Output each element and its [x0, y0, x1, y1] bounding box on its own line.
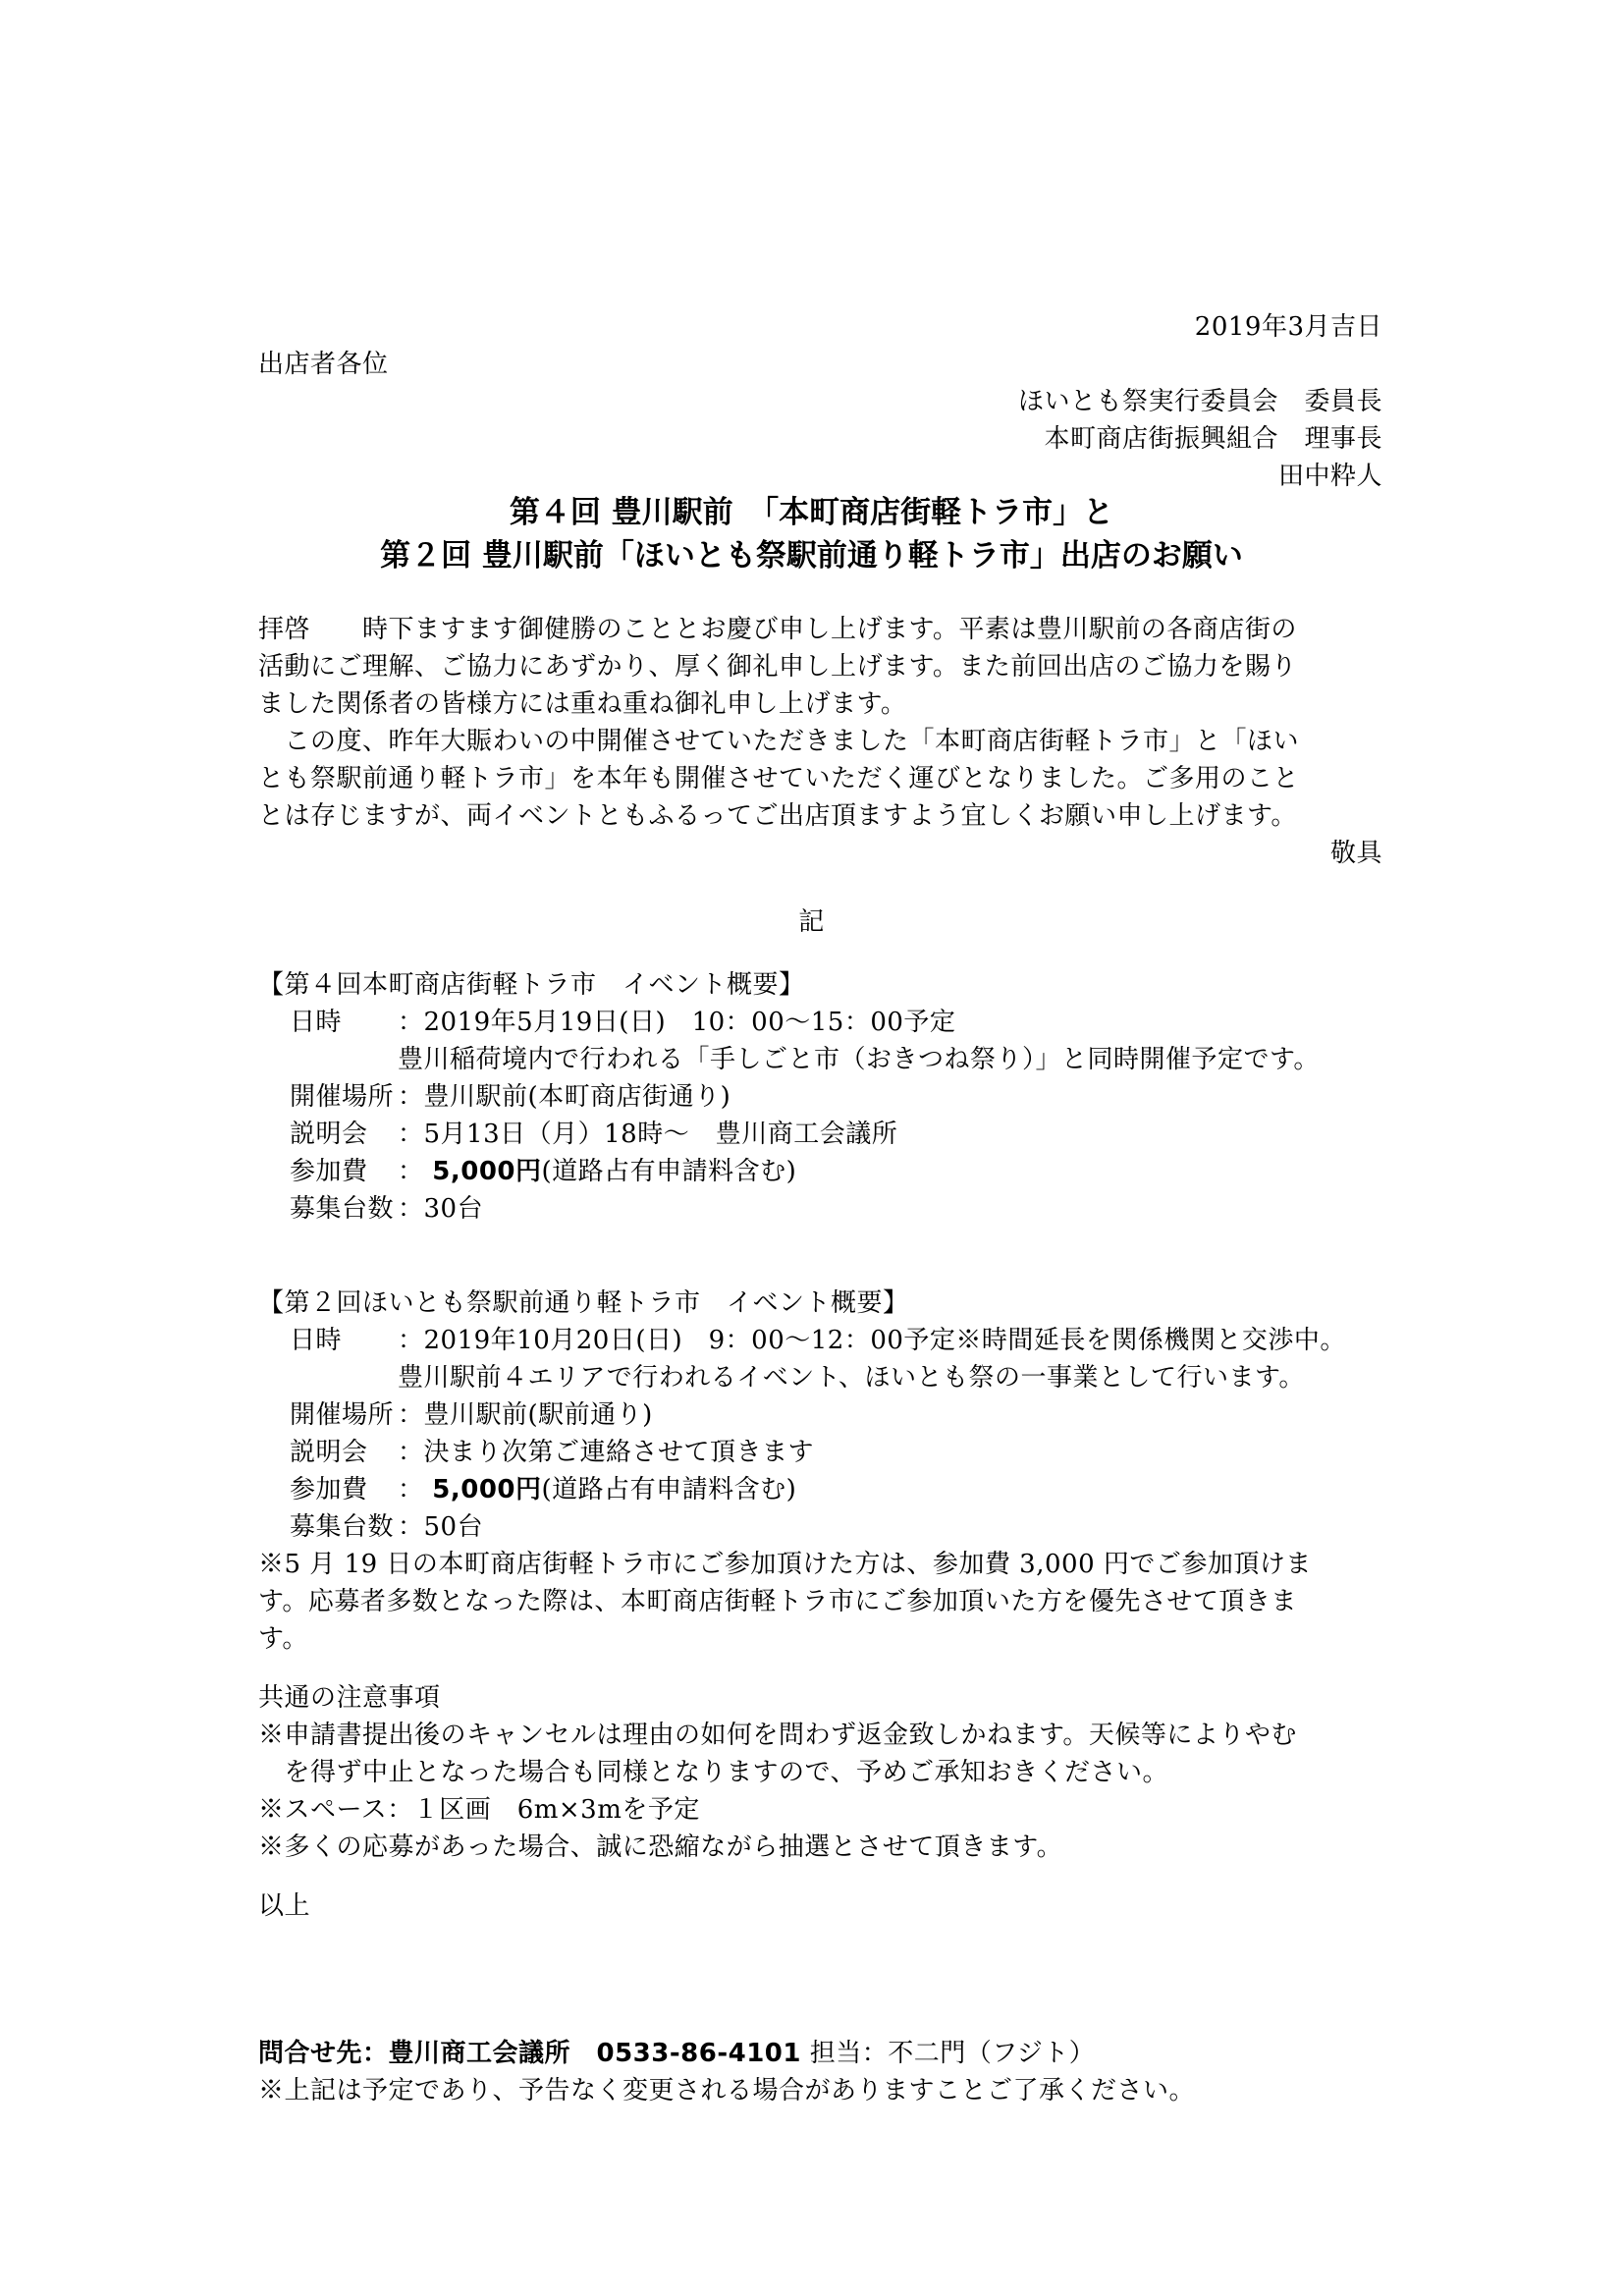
event1-count-label: 募集台数 — [290, 1194, 395, 1224]
event1-count-value: ：30台 — [398, 1194, 484, 1224]
event2-note-line2: す。応募者多数となった際は、本町商店街軽トラ市にご参加頂いた方を優先させて頂きま — [258, 1587, 1297, 1616]
event1-date-value: ：2019年5月19日(日) 10：00～15：00予定 — [398, 1008, 956, 1037]
sender-line-1: ほいとも祭実行委員会 委員長 — [1017, 387, 1382, 416]
event1-fee-amount: 5,000円 — [432, 1157, 542, 1186]
event2-fee-amount: 5,000円 — [432, 1475, 542, 1504]
event2-fee-note: (道路占有申請料含む) — [541, 1475, 797, 1504]
event1-fee-label: 参加費 — [290, 1157, 368, 1186]
event1-date-label: 日時 — [290, 1008, 343, 1037]
event2-venue-label: 開催場所 — [290, 1400, 395, 1430]
event2-date-value: ：2019年10月20日(日) 9：00～12：00予定※時間延長を関係機関と交渉中。 — [398, 1326, 1346, 1355]
end-marker: 以上 — [258, 1891, 311, 1921]
event1-fee-row — [290, 1155, 796, 1188]
event2-count-label: 募集台数 — [290, 1512, 395, 1542]
footer-contact-label: 問合せ先：豊川商工会議所 0533-86-4101 — [258, 2039, 801, 2068]
event1-date-note: 豊川稲荷境内で行われる「手しごと市（おきつね祭り）」と同時開催予定です。 — [398, 1045, 1320, 1074]
common-item1-line1: ※申請書提出後のキャンセルは理由の如何を問わず返金致しかねます。天候等によりやむ — [258, 1721, 1297, 1750]
event2-fee-row — [290, 1473, 796, 1506]
common-heading: 共通の注意事項 — [258, 1683, 441, 1713]
sender-name: 田中粋人 — [1277, 462, 1382, 491]
event1-fee-sep: ： — [398, 1157, 424, 1186]
document-title-line-2: 第２回 豊川駅前「ほいとも祭駅前通り軽トラ市」出店のお願い — [380, 538, 1243, 574]
event2-briefing-label: 説明会 — [290, 1438, 368, 1467]
common-item3: ※多くの応募があった場合、誠に恐縮ながら抽選とさせて頂きます。 — [258, 1832, 1063, 1862]
event2-note-line1: ※5 月 19 日の本町商店街軽トラ市にご参加頂けた方は、参加費 3,000 円でご参加頂けま — [258, 1550, 1312, 1579]
event2-venue-value: ：豊川駅前(駅前通り) — [398, 1400, 653, 1430]
footer-disclaimer: ※上記は予定であり、予告なく変更される場合がありますことご了承ください。 — [258, 2076, 1196, 2105]
body-para2-line2: とも祭駅前通り軽トラ市」を本年も開催させていただく運びとなりました。ご多用のこと — [258, 764, 1300, 793]
event1-briefing-row — [290, 1118, 897, 1151]
event1-briefing-label: 説明会 — [290, 1120, 368, 1149]
body-para1-line3: ました関係者の皆様方には重ね重ね御礼申し上げます。 — [258, 689, 907, 719]
event2-heading: 【第２回ほいとも祭駅前通り軽トラ市 イベント概要】 — [258, 1288, 909, 1318]
common-item1-line2: を得ず中止となった場合も同様となりますので、予めご承知おきください。 — [258, 1758, 1168, 1787]
event1-fee-note: (道路占有申請料含む) — [541, 1157, 797, 1186]
document-date: 2019年3月吉日 — [1194, 312, 1382, 342]
event2-date-row — [290, 1324, 1346, 1357]
event2-briefing-value: ：決まり次第ご連絡させて頂きます — [398, 1438, 815, 1467]
document-title-line-1: 第４回 豊川駅前 「本町商店街軽トラ市」と — [509, 495, 1114, 530]
event2-briefing-row — [290, 1436, 814, 1469]
closing-keigu: 敬具 — [1329, 839, 1382, 868]
body-para1-line2: 活動にご理解、ご協力にあずかり、厚く御礼申し上げます。また前回出店のご協力を賜り — [258, 652, 1297, 682]
ki-marker: 記 — [798, 907, 825, 937]
event2-fee-sep: ： — [398, 1475, 424, 1504]
event2-count-row — [290, 1510, 483, 1544]
event1-count-row — [290, 1192, 483, 1226]
event1-venue-value: ：豊川駅前(本町商店街通り) — [398, 1082, 731, 1112]
event1-date-row — [290, 1006, 955, 1039]
common-item2: ※スペース：１区画 6m×3mを予定 — [258, 1795, 700, 1825]
footer-contact-person: 担当：不二門（フジト） — [809, 2039, 1096, 2068]
addressee: 出店者各位 — [258, 350, 389, 379]
sender-line-2: 本町商店街振興組合 理事長 — [1044, 424, 1382, 454]
event2-fee-label: 参加費 — [290, 1475, 368, 1504]
event2-count-value: ：50台 — [398, 1512, 484, 1542]
event1-briefing-value: ：5月13日（月）18時～ 豊川商工会議所 — [398, 1120, 898, 1149]
event2-venue-row — [290, 1398, 653, 1432]
event2-note-line3: す。 — [258, 1624, 308, 1654]
body-para2-line3: とは存じますが、両イベントともふるってご出店頂ますよう宜しくお願い申し上げます。 — [258, 801, 1297, 831]
body-para2-line1: この度、昨年大賑わいの中開催させていただきました「本町商店街軽トラ市」と「ほい — [258, 727, 1300, 756]
event2-date-note: 豊川駅前４エリアで行われるイベント、ほいとも祭の一事業として行います。 — [398, 1363, 1305, 1393]
event1-venue-label: 開催場所 — [290, 1082, 395, 1112]
footer-contact-row — [258, 2037, 1095, 2070]
event1-heading: 【第４回本町商店街軽トラ市 イベント概要】 — [258, 970, 805, 1000]
event1-venue-row — [290, 1080, 730, 1114]
body-para1-line1: 拝啓 時下ますます御健勝のこととお慶び申し上げます。平素は豊川駅前の各商店街の — [258, 615, 1297, 644]
event2-date-label: 日時 — [290, 1326, 343, 1355]
